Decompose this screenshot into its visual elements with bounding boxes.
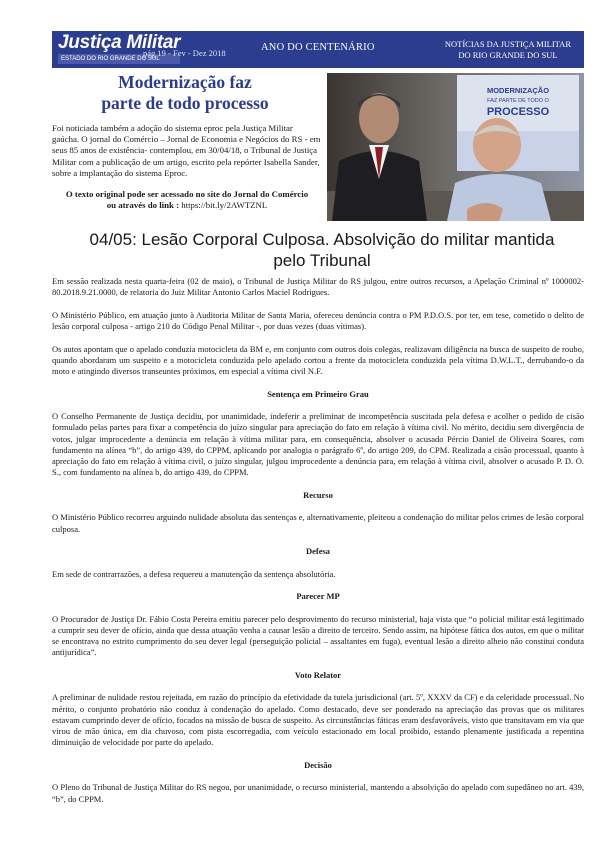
photo-banner-line1: MODERNIZAÇÃO <box>486 86 550 95</box>
article-title <box>60 229 584 271</box>
link-note-prefix: ou através do link : <box>106 200 182 211</box>
section-heading: Sentença em Primeiro Grau <box>267 388 369 399</box>
photo-banner-line2: FAZ PARTE DE TODO O <box>487 98 549 104</box>
article-paragraph: Em sede de contrarrazões, a defesa requereu a manutenção da sentença absolutória. <box>52 568 336 579</box>
logo-title: Justiça Militar <box>58 32 181 53</box>
article-body <box>52 276 584 816</box>
modernizacao-body: Foi noticiada também a adoção do sistema eproc pela Justiça Militar gaúcha. O jornal do Comércio – Jornal de Economia e Negócios do RS - em seus 85 anos de existência- contemplou, em 30/04/18, o Tribunal de Justiça Militar com a publicação de um artigo, escrito pela repórter Isabella Sander, sobre a implantação do sistema Eproc. <box>52 123 321 178</box>
article-paragraph: Em sessão realizada nesta quarta-feira (02 de maio), o Tribunal de Justiça Militar do RS julgou, entre outros recursos, a Apelação Criminal nº 1000002-80.2018.9.21.0000, de relatoria do Juiz Militar Antonio Carlos Maciel Rodrigues. <box>52 276 584 298</box>
modernizacao-link-note <box>52 189 322 211</box>
page-header <box>52 31 584 68</box>
article-paragraph: A preliminar de nulidade restou rejeitada, em razão do princípio da efetividade da tutela jurisdicional (art. 5º, XXXV da CF) e da celeridade processual. No mérito, o conjunto probatório não conduz à condenação do apelado. Como destacado, deve ser ponderado na apreciação das provas que os militares estavam cumprindo dever de ofício, focados na missão de busca de suspeito. As circunstâncias fáticas eram desfavoráveis, visto que transitavam em via que virou de mão única, em dia chuvoso, com pista escorregadia, com veículo estacionado em local proibido, estando plenamente justificada a repentina diminuição de velocidade por parte do apelado. <box>52 692 584 748</box>
photo-banner-line3: PROCESSO <box>486 106 550 118</box>
article-paragraph: O Procurador de Justiça Dr. Fábio Costa Pereira emitiu parecer pelo desprovimento do recurso ministerial, haja vista que “o policial militar está legitimado a cumprir seu dever de ofício, ainda que dessa atuação venha a causar lesão a direito de terceiro. Sendo assim, na hipótese fática dos autos, em que o militar se encontrava no estrito cumprimento do seu dever legal (perseguição policial – assaltantes em fuga), eventual lesão a direito alheio não constitui conduta antijurídica”. <box>52 613 584 658</box>
logo-subtitle: ESTADO DO RIO GRANDE DO SUL <box>58 54 180 64</box>
section-heading: Defesa <box>305 546 331 556</box>
modernizacao-title-line2: parte de todo processo <box>101 93 269 113</box>
section-heading: Decisão <box>304 759 332 770</box>
section-heading: Parecer MP <box>296 591 340 601</box>
page-info: pág 19 - Fev - Dez 2018 <box>143 48 226 58</box>
section-heading: Recurso <box>303 489 333 500</box>
article-paragraph: O Ministério Público, em atuação junto à Auditoria Militar de Santa Maria, ofereceu denúncia contra o PM P.D.O.S. por ter, em tese, cometido o delito de lesão corporal culposa - artigo 210 do Código Penal Militar -, por duas vezes (duas vítimas). <box>52 309 584 331</box>
article-paragraph: O Conselho Permanente de Justiça decidiu, por unanimidade, indeferir a preliminar de incompetência suscitada pela defesa e acolher o pedido de cisão formulado pelas partes para fixar a competência do juízo singular para apreciação do fato em relação à vítima civil. No mérito, decidiu sem divergência de votos, julgar improcedente a denúncia em relação à vítima militar para, em consequência, absolver o acusado Pércio Daniel de Oliveira Soares, com fundamento na alínea “b”, do artigo 439, do CPPM, aplicando por analogia o parágrafo 6º, do artigo 209, do CPM. Realizada a cisão processual, quanto à apreciação do fato em relação à vítima civil, o juízo singular, julgou improcedente a denúncia para, em relação à vítima civil, absolver o acusado P. D. O. S., com fundamento na alínea b, do artigo 439, do CPPM. <box>52 411 584 478</box>
article-paragraph: Os autos apontam que o apelado conduzia motocicleta da BM e, em conjunto com outros dois colegas, realizavam diligência na busca de suspeito de roubo, quando abordaram um suspeito e a motocicleta conduzida pelo apelado cortou a frente da motocicleta conduzida pela vítima D.W.L.T., derrubando-o da moto e atingindo diversos transeuntes próximos, em especial a vítima civil N.F. <box>52 343 584 376</box>
link-note-line2 <box>52 200 322 211</box>
section-label <box>445 39 571 61</box>
article-link[interactable]: https://bit.ly/2AWTZNL <box>181 200 268 211</box>
modernizacao-title <box>60 72 310 114</box>
article-paragraph: O Ministério Público recorreu arguindo nulidade absoluta das sentenças e, alternativamente, pleiteou a condenação do militar pelos crimes de lesão corporal culposa. <box>52 512 584 534</box>
article-title-line2: pelo Tribunal <box>273 251 371 270</box>
article-paragraph: O Pleno do Tribunal de Justiça Militar do RS negou, por unanimidade, o recurso ministerial, mantendo a absolvição do apelado com supedâneo no art. 439, “b”, do CPPM. <box>52 782 584 804</box>
officials-photo <box>327 73 584 221</box>
link-note-line1: O texto original pode ser acessado no site do Jornal do Comércio <box>65 189 309 199</box>
modernizacao-title-line1: Modernização faz <box>118 72 252 92</box>
article-title-line1: 04/05: Lesão Corporal Culposa. Absolvição do militar mantida <box>89 230 555 249</box>
section-label-line1: NOTÍCIAS DA JUSTIÇA MILITAR <box>444 39 571 49</box>
year-label: ANO DO CENTENÁRIO <box>261 42 375 53</box>
section-label-line2: DO RIO GRANDE DO SUL <box>458 50 558 60</box>
section-heading: Voto Relator <box>294 669 342 680</box>
